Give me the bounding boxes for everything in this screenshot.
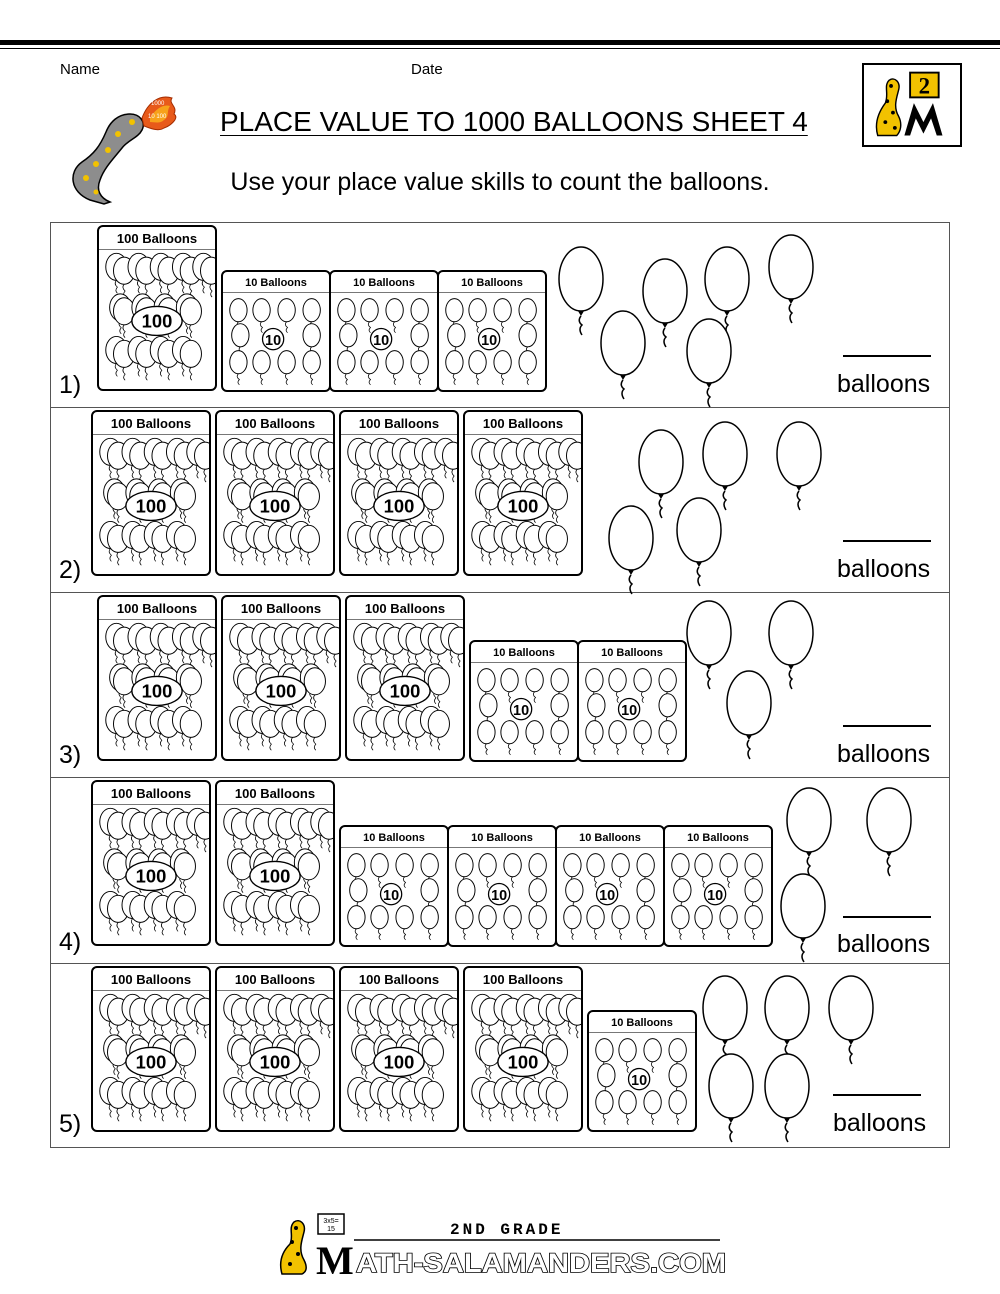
answer-blank[interactable] — [843, 355, 931, 357]
ten-balloons-card — [469, 640, 579, 762]
hundred-balloons-card — [463, 966, 583, 1132]
hundred-card-header: 100 Balloons — [465, 968, 581, 991]
ten-balloons-icon — [665, 848, 771, 945]
hundred-card-header: 100 Balloons — [93, 782, 209, 805]
grade-logo-number: 2 — [918, 73, 931, 99]
hundred-card-value: 100 — [141, 680, 173, 702]
footer-site-initial: M — [316, 1238, 354, 1280]
single-balloon-icon — [705, 1052, 757, 1148]
ten-balloons-card — [221, 270, 331, 392]
ten-card-value: 10 — [491, 887, 508, 904]
problem-number: 2) — [59, 556, 82, 584]
hundred-card-value: 100 — [265, 680, 297, 702]
ten-balloons-card — [329, 270, 439, 392]
single-balloon-icon — [761, 1052, 813, 1148]
ten-card-header: 10 Balloons — [579, 642, 685, 663]
ten-balloons-icon — [439, 293, 545, 390]
hundred-balloons-icon — [217, 806, 333, 944]
single-balloon-icon — [673, 496, 725, 592]
hundred-balloons-card — [221, 595, 341, 761]
hundred-balloons-icon — [93, 436, 209, 574]
single-balloon-icon — [723, 669, 775, 765]
problem-row — [51, 964, 949, 1148]
ten-balloons-card — [437, 270, 547, 392]
hundred-card-value: 100 — [507, 1051, 539, 1073]
ten-balloons-icon — [223, 293, 329, 390]
hundred-balloons-card — [463, 410, 583, 576]
ten-card-value: 10 — [383, 887, 400, 904]
ten-balloons-icon — [331, 293, 437, 390]
problem-number: 1) — [59, 371, 82, 399]
answer-unit: balloons — [833, 1109, 927, 1137]
footer-board-line-1: 3x5= — [323, 1218, 339, 1225]
ten-balloons-icon — [341, 848, 447, 945]
hundred-card-header: 100 Balloons — [99, 227, 215, 250]
hundred-card-header: 100 Balloons — [223, 597, 339, 620]
hundred-balloons-card — [91, 780, 211, 946]
hundred-card-value: 100 — [383, 1051, 415, 1073]
hundred-card-value: 100 — [389, 680, 421, 702]
answer-unit: balloons — [837, 555, 931, 583]
answer-blank[interactable] — [843, 916, 931, 918]
ten-card-header: 10 Balloons — [439, 272, 545, 293]
problem-row — [51, 223, 949, 408]
problem-number: 3) — [59, 741, 82, 769]
hundred-balloons-card — [91, 966, 211, 1132]
answer-unit: balloons — [837, 930, 931, 958]
ten-card-header: 10 Balloons — [589, 1012, 695, 1033]
single-balloon-icon — [777, 872, 829, 968]
hundred-card-header: 100 Balloons — [341, 968, 457, 991]
answer-blank[interactable] — [833, 1094, 921, 1096]
date-label: Date — [411, 61, 443, 78]
ten-balloons-icon — [471, 663, 577, 760]
ten-balloons-icon — [579, 663, 685, 760]
hundred-card-header: 100 Balloons — [347, 597, 463, 620]
hundred-balloons-icon — [217, 992, 333, 1130]
top-rule-thin — [0, 48, 1000, 49]
footer-board-line-2: 15 — [327, 1226, 335, 1233]
hundred-card-header: 100 Balloons — [465, 412, 581, 435]
hundred-balloons-card — [91, 410, 211, 576]
ten-balloons-icon — [449, 848, 555, 945]
hundred-balloons-icon — [465, 992, 581, 1130]
footer-grade-text: 2ND GRADE — [450, 1221, 564, 1239]
single-balloon-icon — [863, 786, 915, 882]
single-balloon-icon — [825, 974, 877, 1070]
single-balloon-icon — [765, 233, 817, 329]
ten-balloons-icon — [557, 848, 663, 945]
hundred-card-value: 100 — [383, 495, 415, 517]
ten-balloons-card — [555, 825, 665, 947]
hundred-card-value: 100 — [259, 1051, 291, 1073]
flame-text-bottom: 10 100 — [148, 114, 167, 120]
hundred-balloons-card — [97, 225, 217, 391]
hundred-balloons-card — [97, 595, 217, 761]
hundred-balloons-card — [215, 780, 335, 946]
hundred-card-header: 100 Balloons — [217, 782, 333, 805]
ten-card-value: 10 — [631, 1072, 648, 1089]
hundred-card-header: 100 Balloons — [93, 412, 209, 435]
problem-row — [51, 593, 949, 778]
hundred-balloons-icon — [465, 436, 581, 574]
answer-unit: balloons — [837, 740, 931, 768]
single-balloon-icon — [597, 309, 649, 405]
hundred-card-header: 100 Balloons — [99, 597, 215, 620]
hundred-balloons-icon — [99, 251, 215, 389]
ten-card-header: 10 Balloons — [331, 272, 437, 293]
hundred-balloons-card — [345, 595, 465, 761]
hundred-balloons-card — [215, 410, 335, 576]
top-rule-thick — [0, 40, 1000, 45]
ten-card-value: 10 — [707, 887, 724, 904]
hundred-card-value: 100 — [507, 495, 539, 517]
hundred-card-header: 100 Balloons — [217, 968, 333, 991]
single-balloon-icon — [773, 420, 825, 516]
answer-unit: balloons — [837, 370, 931, 398]
hundred-card-value: 100 — [259, 495, 291, 517]
ten-card-header: 10 Balloons — [341, 827, 447, 848]
hundred-balloons-icon — [341, 436, 457, 574]
problem-grid — [50, 222, 950, 1148]
page-title: PLACE VALUE TO 1000 BALLOONS SHEET 4 — [220, 106, 808, 137]
flame-text-top: 1 1000 — [146, 101, 165, 107]
ten-card-value: 10 — [265, 332, 282, 349]
hundred-balloons-icon — [99, 621, 215, 759]
instruction-text: Use your place value skills to count the balloons. — [230, 168, 770, 196]
ten-balloons-card — [587, 1010, 697, 1132]
ten-card-header: 10 Balloons — [471, 642, 577, 663]
hundred-card-header: 100 Balloons — [341, 412, 457, 435]
hundred-balloons-card — [339, 966, 459, 1132]
ten-card-value: 10 — [373, 332, 390, 349]
single-balloon-icon — [783, 786, 835, 882]
hundred-balloons-icon — [341, 992, 457, 1130]
grade-logo-icon — [862, 63, 962, 147]
hundred-balloons-icon — [93, 806, 209, 944]
ten-card-header: 10 Balloons — [223, 272, 329, 293]
hundred-balloons-icon — [347, 621, 463, 759]
problem-row — [51, 408, 949, 593]
name-label: Name — [60, 61, 101, 78]
ten-card-value: 10 — [481, 332, 498, 349]
hundred-card-header: 100 Balloons — [217, 412, 333, 435]
hundred-card-value: 100 — [259, 865, 291, 887]
problem-row — [51, 778, 949, 964]
ten-balloons-card — [447, 825, 557, 947]
hundred-card-value: 100 — [141, 310, 173, 332]
ten-balloons-card — [663, 825, 773, 947]
ten-card-header: 10 Balloons — [449, 827, 555, 848]
footer-site-text: ATH-SALAMANDERS.COM — [356, 1248, 726, 1278]
hundred-balloons-card — [339, 410, 459, 576]
ten-card-value: 10 — [513, 702, 530, 719]
ten-balloons-icon — [589, 1033, 695, 1130]
answer-blank[interactable] — [843, 540, 931, 542]
hundred-balloons-icon — [223, 621, 339, 759]
ten-card-value: 10 — [599, 887, 616, 904]
hundred-card-value: 100 — [135, 865, 167, 887]
hundred-card-value: 100 — [135, 1051, 167, 1073]
answer-blank[interactable] — [843, 725, 931, 727]
hundred-balloons-icon — [93, 992, 209, 1130]
problem-number: 5) — [59, 1110, 82, 1138]
hundred-balloons-card — [215, 966, 335, 1132]
problem-number: 4) — [59, 928, 82, 956]
hundred-balloons-icon — [217, 436, 333, 574]
hundred-card-value: 100 — [135, 495, 167, 517]
ten-card-header: 10 Balloons — [557, 827, 663, 848]
single-balloon-icon — [605, 504, 657, 600]
ten-balloons-card — [577, 640, 687, 762]
hundred-card-header: 100 Balloons — [93, 968, 209, 991]
ten-card-value: 10 — [621, 702, 638, 719]
ten-balloons-card — [339, 825, 449, 947]
math-salamanders-footer-logo — [270, 1210, 730, 1280]
single-balloon-icon — [683, 317, 735, 413]
ten-card-header: 10 Balloons — [665, 827, 771, 848]
